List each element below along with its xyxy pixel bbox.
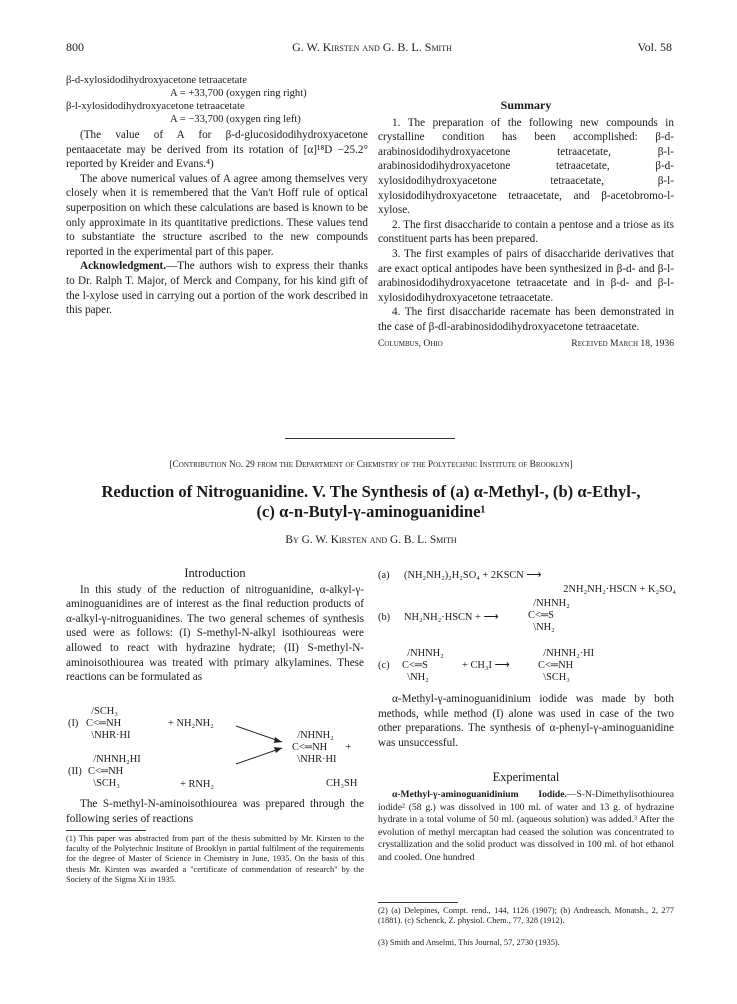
scheme-label-ii: (II) [68,766,82,777]
summary-item: 1. The preparation of the following new compounds in crystalline condition has been accomplished: β-d-arabinosidodihydroxyacetone tetraacetate, β-l-arabinosidodihydroxyacetone tetraacetate, β-d-xylosidodihydroxyacetone tetraacetate, β-l-xylosidodihydroxyacetone tetraacetate, and β-acetobromo-l-xylose. [378,116,674,217]
introduction [66,566,364,685]
introduction-continued [66,797,364,826]
scheme-reagent-ii: + RNH₂ [180,779,215,790]
experimental-run-in: α-Methyl-γ-aminoguanidinium Iodide. [392,789,567,800]
chem-structure: /NHNH₂ C<═S \NH₂ [402,648,444,683]
experimental-body: —S-N-Dimethylisothiourea iodide² (58 g.) was dissolved in 100 ml. of water and 13 g. of hydrazine hydrate in a total volume of 50 ml. (aqueous solution) was added.³ After the evolution of methyl mercaptan had ceased the solution was concentrated to crystallization and the solid product was dissolved in 100 ml. of hot ethanol and cooled. One hundred [378,789,674,863]
scheme-label-i: (I) [68,718,79,729]
formula-label: β-d-xylosidodihydroxyacetone tetraacetate [66,75,247,86]
location: Columbus, Ohio [378,337,443,349]
footnote-rule [66,830,146,831]
article-title-line2: (c) α-n-Butyl-γ-aminoguanidine¹ [256,502,486,521]
summary-column [378,98,674,351]
acknowledgment-label: Acknowledgment. [80,260,167,273]
reaction-c-reagent: + CH₃I ⟶ [462,660,510,671]
chem-structure: /SCH₃ C<═NH \NHR·HI [86,706,131,741]
chem-structure: /NHNH₂·HI C<═NH \SCH₃ [538,648,595,683]
chem-structure: /NHNH₂HI C<═NH \SCH₃ [88,754,141,789]
footnote-rule [378,902,458,903]
page-number: 800 [66,40,84,54]
paragraph: (The value of A for β-d-glucosidodihydroxyacetone pentaacetate may be derived from its rotation of [α]¹⁸D −25.2° reported by Kreider and Evans.⁴) [66,129,368,171]
paragraph: The S-methyl-N-aminoisothiourea was prepared through the following series of reactions [66,798,364,825]
reaction-a-left: (NH₂NH₂)₂H₂SO₄ + 2KSCN ⟶ [404,570,542,581]
summary-item: 3. The first examples of pairs of disaccharide derivatives that are exact optical antipodes have been synthesized in β-d- and β-l-arabinosidodihydroxyacetone tetraacetate and in β-d- and β-l-xylosidodihydroxyacetone tetraacetate. [378,247,674,304]
summary-item: 4. The first disaccharide racemate has been demonstrated in the case of β-dl-arabinosidodihydroxyacetone tetraacetate. [378,306,674,333]
volume-number: Vol. 58 [637,40,672,54]
scheme-byproduct: CH₃SH [326,778,358,789]
scheme-arrows [234,720,286,768]
introduction-heading: Introduction [184,566,246,580]
reactions-paragraph [378,692,674,750]
footnote: (3) Smith and Anselmi, This Journal, 57, 2730 (1935). [378,938,560,947]
experimental-heading: Experimental [492,770,560,784]
reaction-a-right: 2NH₂NH₂·HSCN + K₂SO₄ [563,584,676,595]
paragraph: In this study of the reduction of nitroguanidine, α-alkyl-γ-aminoguanidines are of interest as the final reduction products of α-alkyl-γ-nitroguanidines. The two general schemes of synthesis used were as follows: (I) S-methyl-N-alkyl isothioureas were allowed to react with hydrazine hydrate; (II) S-methyl-N-aminoisothiourea was treated with primary alkylamines. These reactions can be formulated as [66,583,364,684]
reaction-label-b: (b) [378,612,391,623]
acknowledgment-text: —The authors wish to express their thanks to Dr. Ralph T. Major, of Merck and Company, for his kind gift of the l-xylose used in carrying out a portion of the work described in this paper. [66,260,368,317]
chem-structure: /NHNH₂ C<═S \NH₂ [528,598,570,633]
paragraph: α-Methyl-γ-aminoguanidinium iodide was made by both methods, while method (I) alone was used in case of the two other preparations. The synthesis of α-phenyl-γ-aminoguanidine was unsuccessful. [378,693,674,749]
byline: By G. W. Kirsten and G. B. L. Smith [285,534,457,546]
footnote: (1) This paper was abstracted from part of the thesis submitted by Mr. Kirsten to the faculty of the Polytechnic Institute of Brooklyn in partial fulfilment of the requirements for the degree of Master of Science in Chemistry in June, 1935. On the basis of this thesis Mr. Kirsten was awarded a "certificate of commendation of research" by the Society of the Sigma Xi in 1935. [66,834,364,884]
received-date: Received March 18, 1936 [571,337,674,349]
left-column [66,74,368,318]
contribution-line: [Contribution No. 29 from the Department of Chemistry of the Polytechnic Institute of Brooklyn] [169,460,573,470]
running-header-authors: G. W. Kirsten and G. B. L. Smith [292,40,452,54]
chem-structure: /NHNH₂ C<═NH + \NHR·HI [292,730,352,765]
reaction-label-c: (c) [378,660,390,671]
formula-value: A = −33,700 (oxygen ring left) [170,114,301,125]
summary-heading: Summary [500,98,552,112]
paragraph: The above numerical values of A agree among themselves very closely when it is remembered that the Van't Hoff rule of optical superposition on which these calculations are based is known to be only approximate in its quantitative predictions. These values tend to substantiate the structure ascribed to the new compounds reported in the experimental part of this paper. [66,172,368,258]
reaction-label-a: (a) [378,570,390,581]
experimental-text [378,789,674,865]
acknowledgment [66,259,368,317]
separator-rule [285,438,455,439]
formula-value: A = +33,700 (oxygen ring right) [170,88,307,99]
summary-item: 2. The first disaccharide to contain a pentose and a triose as its constituent parts has been prepared. [378,218,674,246]
formula-label: β-l-xylosidodihydroxyacetone tetraacetate [66,101,245,112]
article-title-line1: Reduction of Nitroguanidine. V. The Synthesis of (a) α-Methyl-, (b) α-Ethyl-, [101,482,641,501]
scheme-reagent-i: + NH₂NH₂ [168,718,214,729]
footnote: (2) (a) Delepines, Compt. rend., 144, 1126 (1907); (b) Andreasch, Monatsh., 2, 277 (1881). (c) Schenck, Z. physiol. Chem., 77, 328 (1912). [378,906,674,926]
reaction-b-left: NH₂NH₂·HSCN + ⟶ [404,612,499,623]
